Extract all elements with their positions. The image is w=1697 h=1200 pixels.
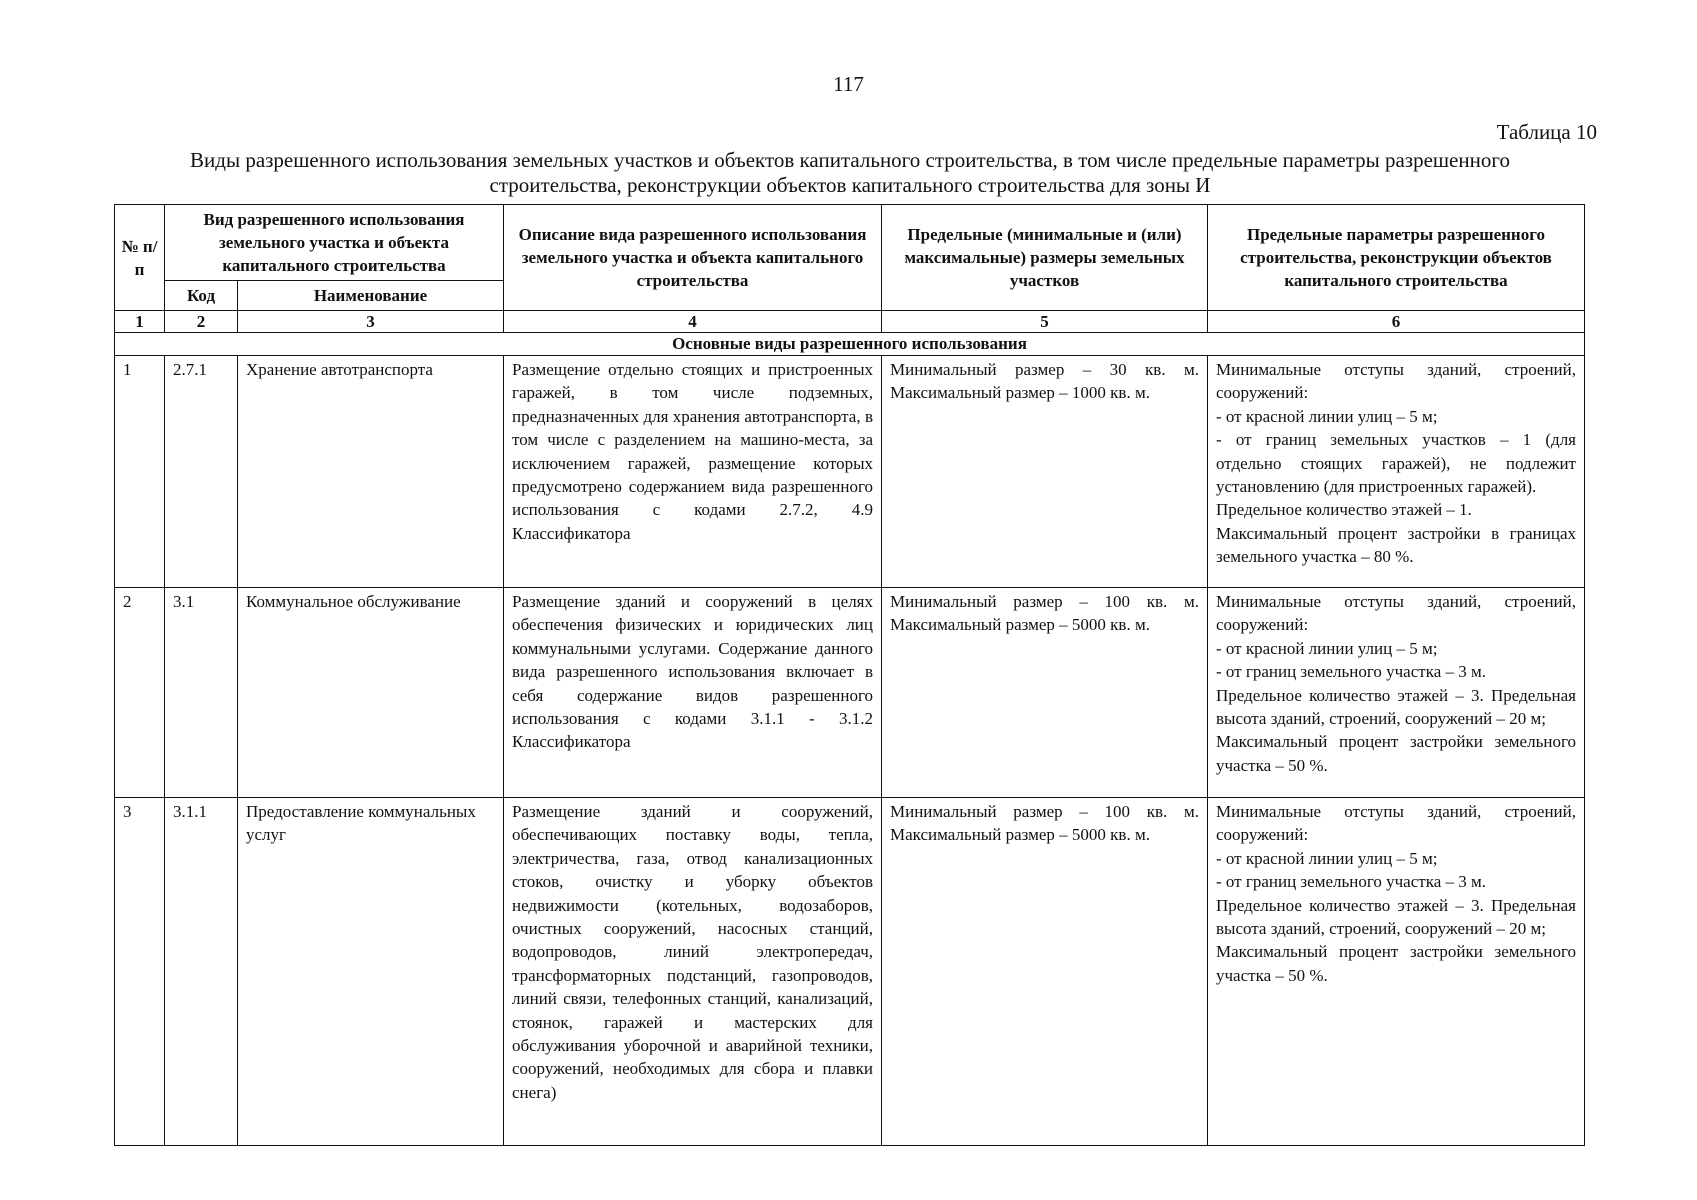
param-line: Максимальный процент застройки земельного участка – 50 %. <box>1216 942 1576 985</box>
row-code: 2.7.1 <box>165 356 238 588</box>
param-line: - от границ земельных участков – 1 (для отдельно стоящих гаражей), не подлежит установлению (для пристроенных гаражей). <box>1216 430 1576 497</box>
header-params: Предельные параметры разрешенного строительства, реконструкции объектов капитального строительства <box>1208 205 1585 311</box>
row-number: 2 <box>115 588 165 798</box>
param-line: - от красной линии улиц – 5 м; <box>1216 848 1438 868</box>
param-line: Минимальные отступы зданий, строений, сооружений: <box>1216 802 1576 845</box>
param-line: Минимальные отступы зданий, строений, сооружений: <box>1216 360 1576 403</box>
header-num: № п/п <box>115 205 165 311</box>
section-title: Основные виды разрешенного использования <box>115 333 1585 356</box>
row-code: 3.1 <box>165 588 238 798</box>
header-sizes: Предельные (минимальные и (или) максимальные) размеры земельных участков <box>882 205 1208 311</box>
row-sizes: Минимальный размер – 100 кв. м. Максимальный размер – 5000 кв. м. <box>882 798 1208 1146</box>
table-row <box>115 798 1585 1146</box>
row-code: 3.1.1 <box>165 798 238 1146</box>
column-number: 2 <box>165 311 238 333</box>
column-number: 3 <box>238 311 504 333</box>
column-number: 5 <box>882 311 1208 333</box>
param-line: Максимальный процент застройки в границах земельного участка – 80 %. <box>1216 523 1576 567</box>
section-row <box>115 333 1585 356</box>
row-number: 3 <box>115 798 165 1146</box>
table-title: Виды разрешенного использования земельных участков и объектов капитального строительства, в том числе предельные параметры разрешенного строительства, реконструкции объектов капитального строительства для зоны И <box>190 148 1510 197</box>
column-number: 6 <box>1208 311 1585 333</box>
param-line: Предельное количество этажей – 3. Предельная высота зданий, строений, сооружений – 20 м; <box>1216 895 1576 939</box>
header-row <box>115 205 1585 281</box>
page-number: 117 <box>833 72 864 96</box>
header-kind: Вид разрешенного использования земельного участка и объекта капитального строительства <box>165 205 504 281</box>
row-description: Размещение зданий и сооружений, обеспечивающих поставку воды, тепла, электричества, газа, отвод канализационных стоков, очистку и уборку объектов недвижимости (котельных, водозаборов, очистных сооружений, насосных станций, водопроводов, линий электропередач, трансформаторных подстанций, газопроводов, линий связи, телефонных станций, канализаций, стоянок, гаражей и мастерских для обслуживания уборочной и аварийной техники, сооружений, необходимых для сбора и плавки снега) <box>504 798 882 1146</box>
row-description: Размещение отдельно стоящих и пристроенных гаражей, в том числе подземных, предназначенных для хранения автотранспорта, в том числе с разделением на машино-места, за исключением гаражей, размещение которых предусмотрено содержанием вида разрешенного использования с кодами 2.7.2, 4.9 Классификатора <box>504 356 882 588</box>
row-name: Хранение автотранспорта <box>238 356 504 588</box>
param-line: - от красной линии улиц – 5 м; <box>1216 638 1438 658</box>
param-line: - от границ земельного участка – 3 м. <box>1216 872 1486 892</box>
row-name: Предоставление коммунальных услуг <box>238 798 504 1146</box>
param-line: - от границ земельного участка – 3 м. <box>1216 662 1486 682</box>
land-use-table <box>114 204 1585 1146</box>
row-number: 1 <box>115 356 165 588</box>
row-sizes: Минимальный размер – 30 кв. м. Максимальный размер – 1000 кв. м. <box>882 356 1208 588</box>
param-line: - от красной линии улиц – 5 м; <box>1216 406 1438 426</box>
param-line: Максимальный процент застройки земельного участка – 50 %. <box>1216 732 1576 775</box>
table-row <box>115 356 1585 588</box>
row-description: Размещение зданий и сооружений в целях обеспечения физических и юридических лиц коммунальными услугами. Содержание данного вида разрешенного использования включает в себя содержание видов разрешенного использования с кодами 3.1.1 - 3.1.2 Классификатора <box>504 588 882 798</box>
row-params <box>1208 798 1585 1146</box>
row-params <box>1208 588 1585 798</box>
header-name: Наименование <box>238 281 504 311</box>
column-numbers-row <box>115 311 1585 333</box>
header-code: Код <box>165 281 238 311</box>
table-row <box>115 588 1585 798</box>
param-line: Предельное количество этажей – 1. <box>1216 500 1472 520</box>
column-number: 4 <box>504 311 882 333</box>
row-params <box>1208 356 1585 588</box>
column-number: 1 <box>115 311 165 333</box>
header-description: Описание вида разрешенного использования земельного участка и объекта капитального строительства <box>504 205 882 311</box>
param-line: Минимальные отступы зданий, строений, сооружений: <box>1216 592 1576 635</box>
table-label: Таблица 10 <box>1496 120 1597 144</box>
row-name: Коммунальное обслуживание <box>238 588 504 798</box>
row-sizes: Минимальный размер – 100 кв. м. Максимальный размер – 5000 кв. м. <box>882 588 1208 798</box>
param-line: Предельное количество этажей – 3. Предельная высота зданий, строений, сооружений – 20 м; <box>1216 685 1576 729</box>
